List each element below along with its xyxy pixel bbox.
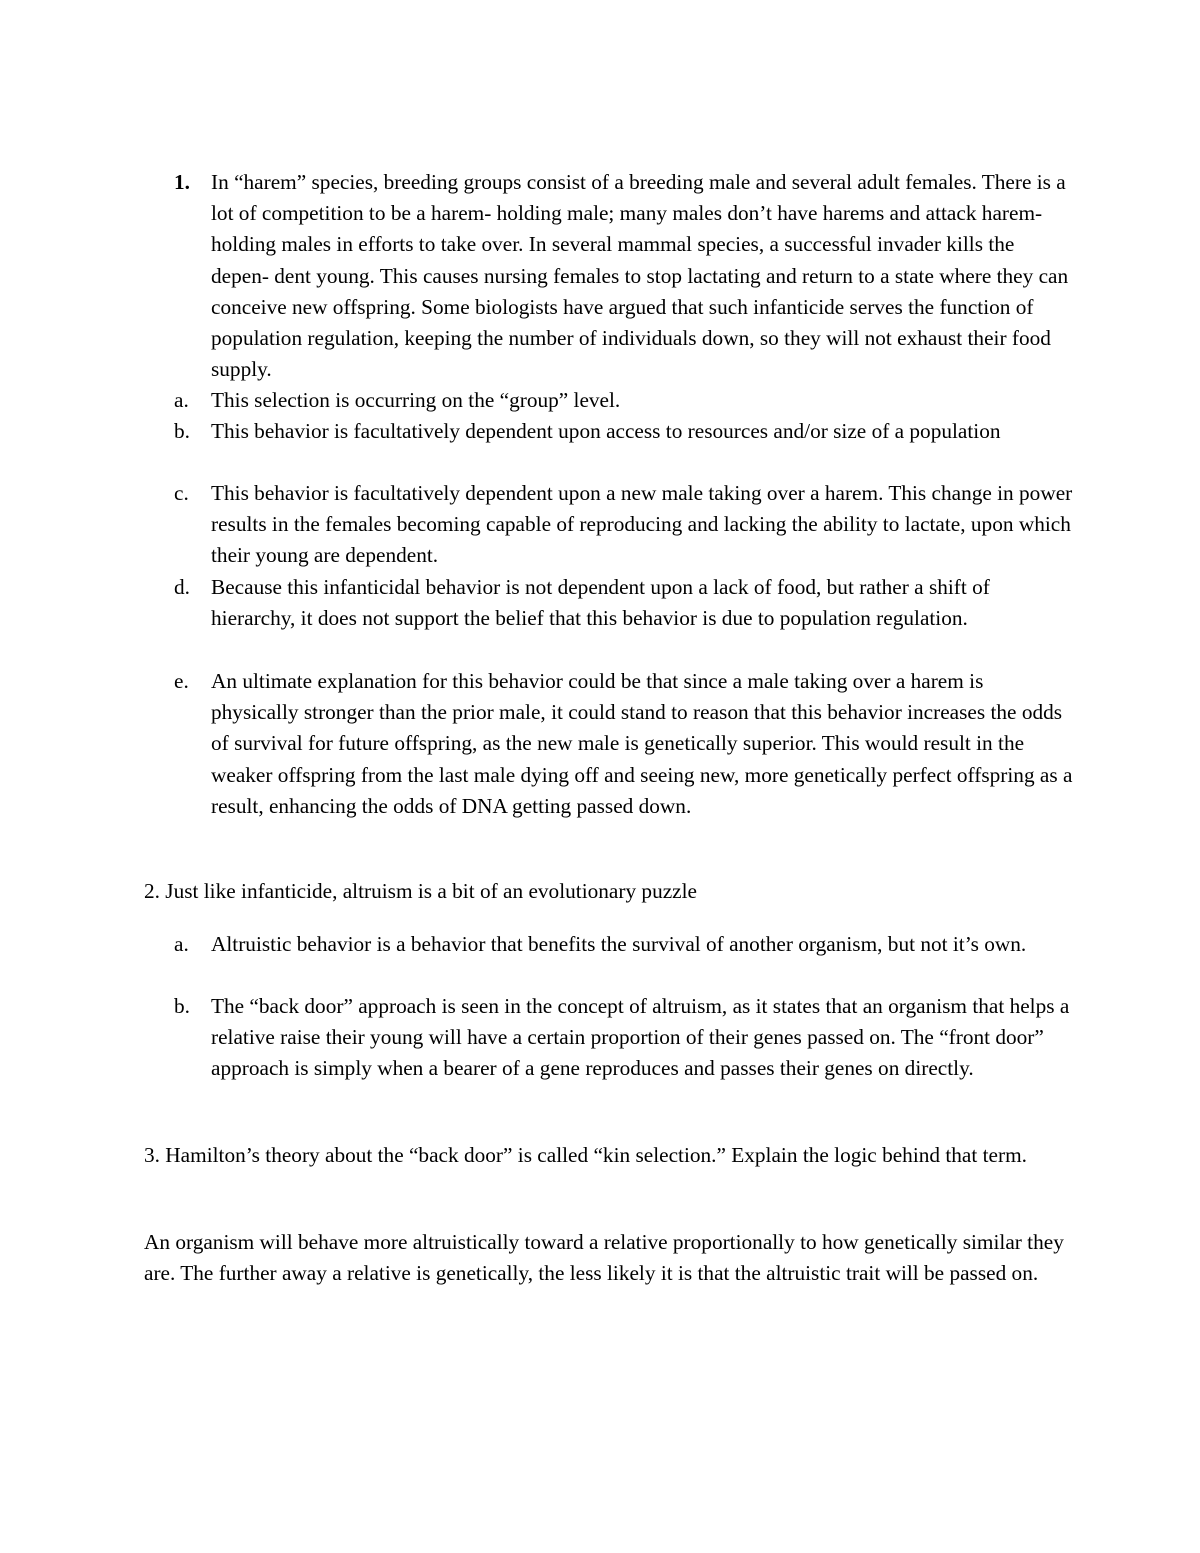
answer-text: An ultimate explanation for this behavior could be that since a male taking over a harem is physically stronger than the prior male, it could stand to reason that this behavior increases the odds of survival for future offspring, as the new male is genetically superior. This would result in the weaker offspring from the last male dying off and seeing new, more genetically perfect offspring as a result, enhancing the odds of DNA getting passed down. (211, 669, 1073, 818)
answer-label: a. (174, 388, 189, 412)
answer-label: e. (174, 669, 189, 693)
question-1-number: 1. (174, 170, 190, 194)
answer-text: This selection is occurring on the “group” level. (211, 388, 621, 412)
answer-label: d. (174, 575, 190, 599)
answer-1c (144, 478, 1074, 572)
answer-label: c. (174, 481, 189, 505)
answer-label: b. (174, 994, 190, 1018)
answer-2b (144, 991, 1074, 1085)
answer-text: This behavior is facultatively dependent upon a new male taking over a harem. This change in power results in the females becoming capable of reproducing and lacking the ability to lactate, upon which their young are dependent. (211, 481, 1073, 568)
answer-text: Because this infanticidal behavior is not dependent upon a lack of food, but rather a shift of hierarchy, it does not support the belief that this behavior is due to population regulation. (211, 575, 990, 631)
question-2-text: 2. Just like infanticide, altruism is a bit of an evolutionary puzzle (144, 879, 697, 903)
answer-1a (144, 385, 1074, 416)
answer-2a (144, 929, 1074, 960)
answer-text: Altruistic behavior is a behavior that benefits the survival of another organism, but not it’s own. (211, 932, 1027, 956)
answer-label: b. (174, 419, 190, 443)
question-1-text: In “harem” species, breeding groups consist of a breeding male and several adult females. There is a lot of competition to be a harem- holding male; many males don’t have harems and attack harem-holding males in efforts to take over. In several mammal species, a successful invader kills the depen- dent young. This causes nursing females to stop lactating and return to a state where they can conceive new offspring. Some biologists have argued that such infanticide serves the function of population regulation, keeping the number of individuals down, so they will not exhaust their food supply. (211, 170, 1069, 382)
answer-text: The “back door” approach is seen in the concept of altruism, as it states that an organism that helps a relative raise their young will have a certain proportion of their genes passed on. The “front door” approach is simply when a bearer of a gene reproduces and passes their genes on directly. (211, 994, 1070, 1081)
answer-text: This behavior is facultatively dependent upon access to resources and/or size of a population (211, 419, 1001, 443)
answer-1e (144, 666, 1074, 822)
answer-1d (144, 572, 1074, 634)
question-3-text: 3. Hamilton’s theory about the “back door” is called “kin selection.” Explain the logic behind that term. (144, 1143, 1027, 1167)
answer-label: a. (174, 932, 189, 956)
question-1 (144, 167, 1074, 385)
answer-3-text: An organism will behave more altruistically toward a relative proportionally to how genetically similar they are. The further away a relative is genetically, the less likely it is that the altruistic trait will be passed on. (144, 1230, 1064, 1286)
answer-1b (144, 416, 1074, 447)
